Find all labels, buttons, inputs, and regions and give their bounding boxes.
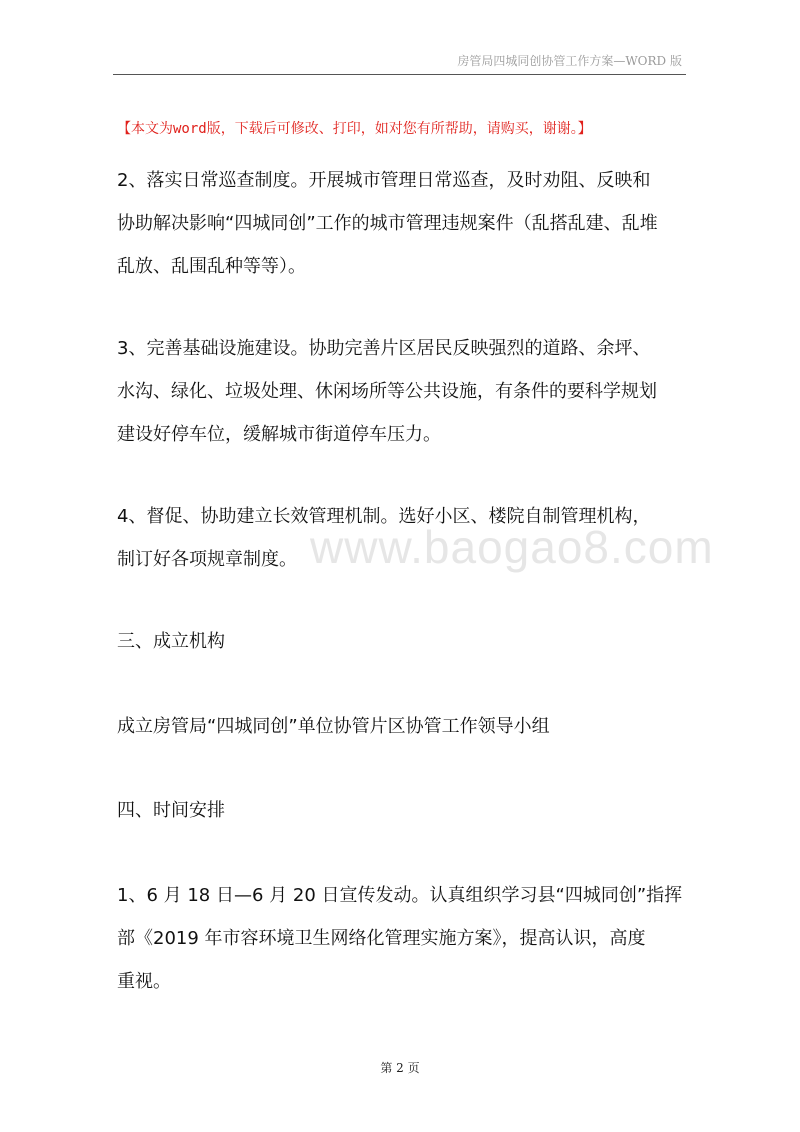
paragraph-line: 乱放、乱围乱种等等）。 bbox=[117, 256, 306, 277]
watermark: www.baogao8.com bbox=[310, 521, 714, 573]
paragraph-line: 1、6 月 18 日—6 月 20 日宣传发动。认真组织学习县“四城同创”指挥 bbox=[117, 885, 683, 906]
section-heading-text: 三、成立机构 bbox=[117, 631, 225, 652]
paragraph-line: 制订好各项规章制度。 bbox=[117, 549, 297, 570]
section-heading-text: 四、时间安排 bbox=[117, 800, 225, 821]
paragraph-item-4 bbox=[117, 495, 692, 581]
paragraph-line: 部《2019 年市容环境卫生网络化管理实施方案》，提高认识，高度 bbox=[117, 928, 646, 949]
paragraph-line: 成立房管局“四城同创”单位协管片区协管工作领导小组 bbox=[117, 716, 550, 737]
paragraph-line: 协助解决影响“四城同创”工作的城市管理违规案件（乱搭乱建、乱堆 bbox=[117, 213, 658, 234]
paragraph-schedule-1 bbox=[117, 874, 692, 1003]
paragraph-line: 建设好停车位，缓解城市街道停车压力。 bbox=[117, 424, 441, 445]
section-3-text bbox=[117, 705, 692, 748]
paragraph-line: 水沟、绿化、垃圾处理、休闲场所等公共设施，有条件的要科学规划 bbox=[117, 381, 657, 402]
section-heading-3 bbox=[117, 620, 692, 663]
header-divider bbox=[113, 74, 686, 75]
paragraph-line: 2、落实日常巡查制度。开展城市管理日常巡查，及时劝阻、反映和 bbox=[117, 170, 651, 191]
paragraph-line: 3、完善基础设施建设。协助完善片区居民反映强烈的道路、余坪、 bbox=[117, 338, 651, 359]
paragraph-item-3 bbox=[117, 327, 692, 456]
paragraph-line: 重视。 bbox=[117, 971, 171, 992]
section-heading-4 bbox=[117, 789, 692, 832]
page-number: 第 2 页 bbox=[380, 1061, 420, 1075]
paragraph-line: 4、督促、协助建立长效管理机制。选好小区、楼院自制管理机构， bbox=[117, 506, 651, 527]
header-title: 房管局四城同创协管工作方案—WORD 版 bbox=[457, 54, 682, 68]
paragraph-item-2 bbox=[117, 159, 692, 288]
purchase-notice: 【本文为word版，下载后可修改、打印，如对您有所帮助，请购买，谢谢。】 bbox=[117, 121, 592, 137]
